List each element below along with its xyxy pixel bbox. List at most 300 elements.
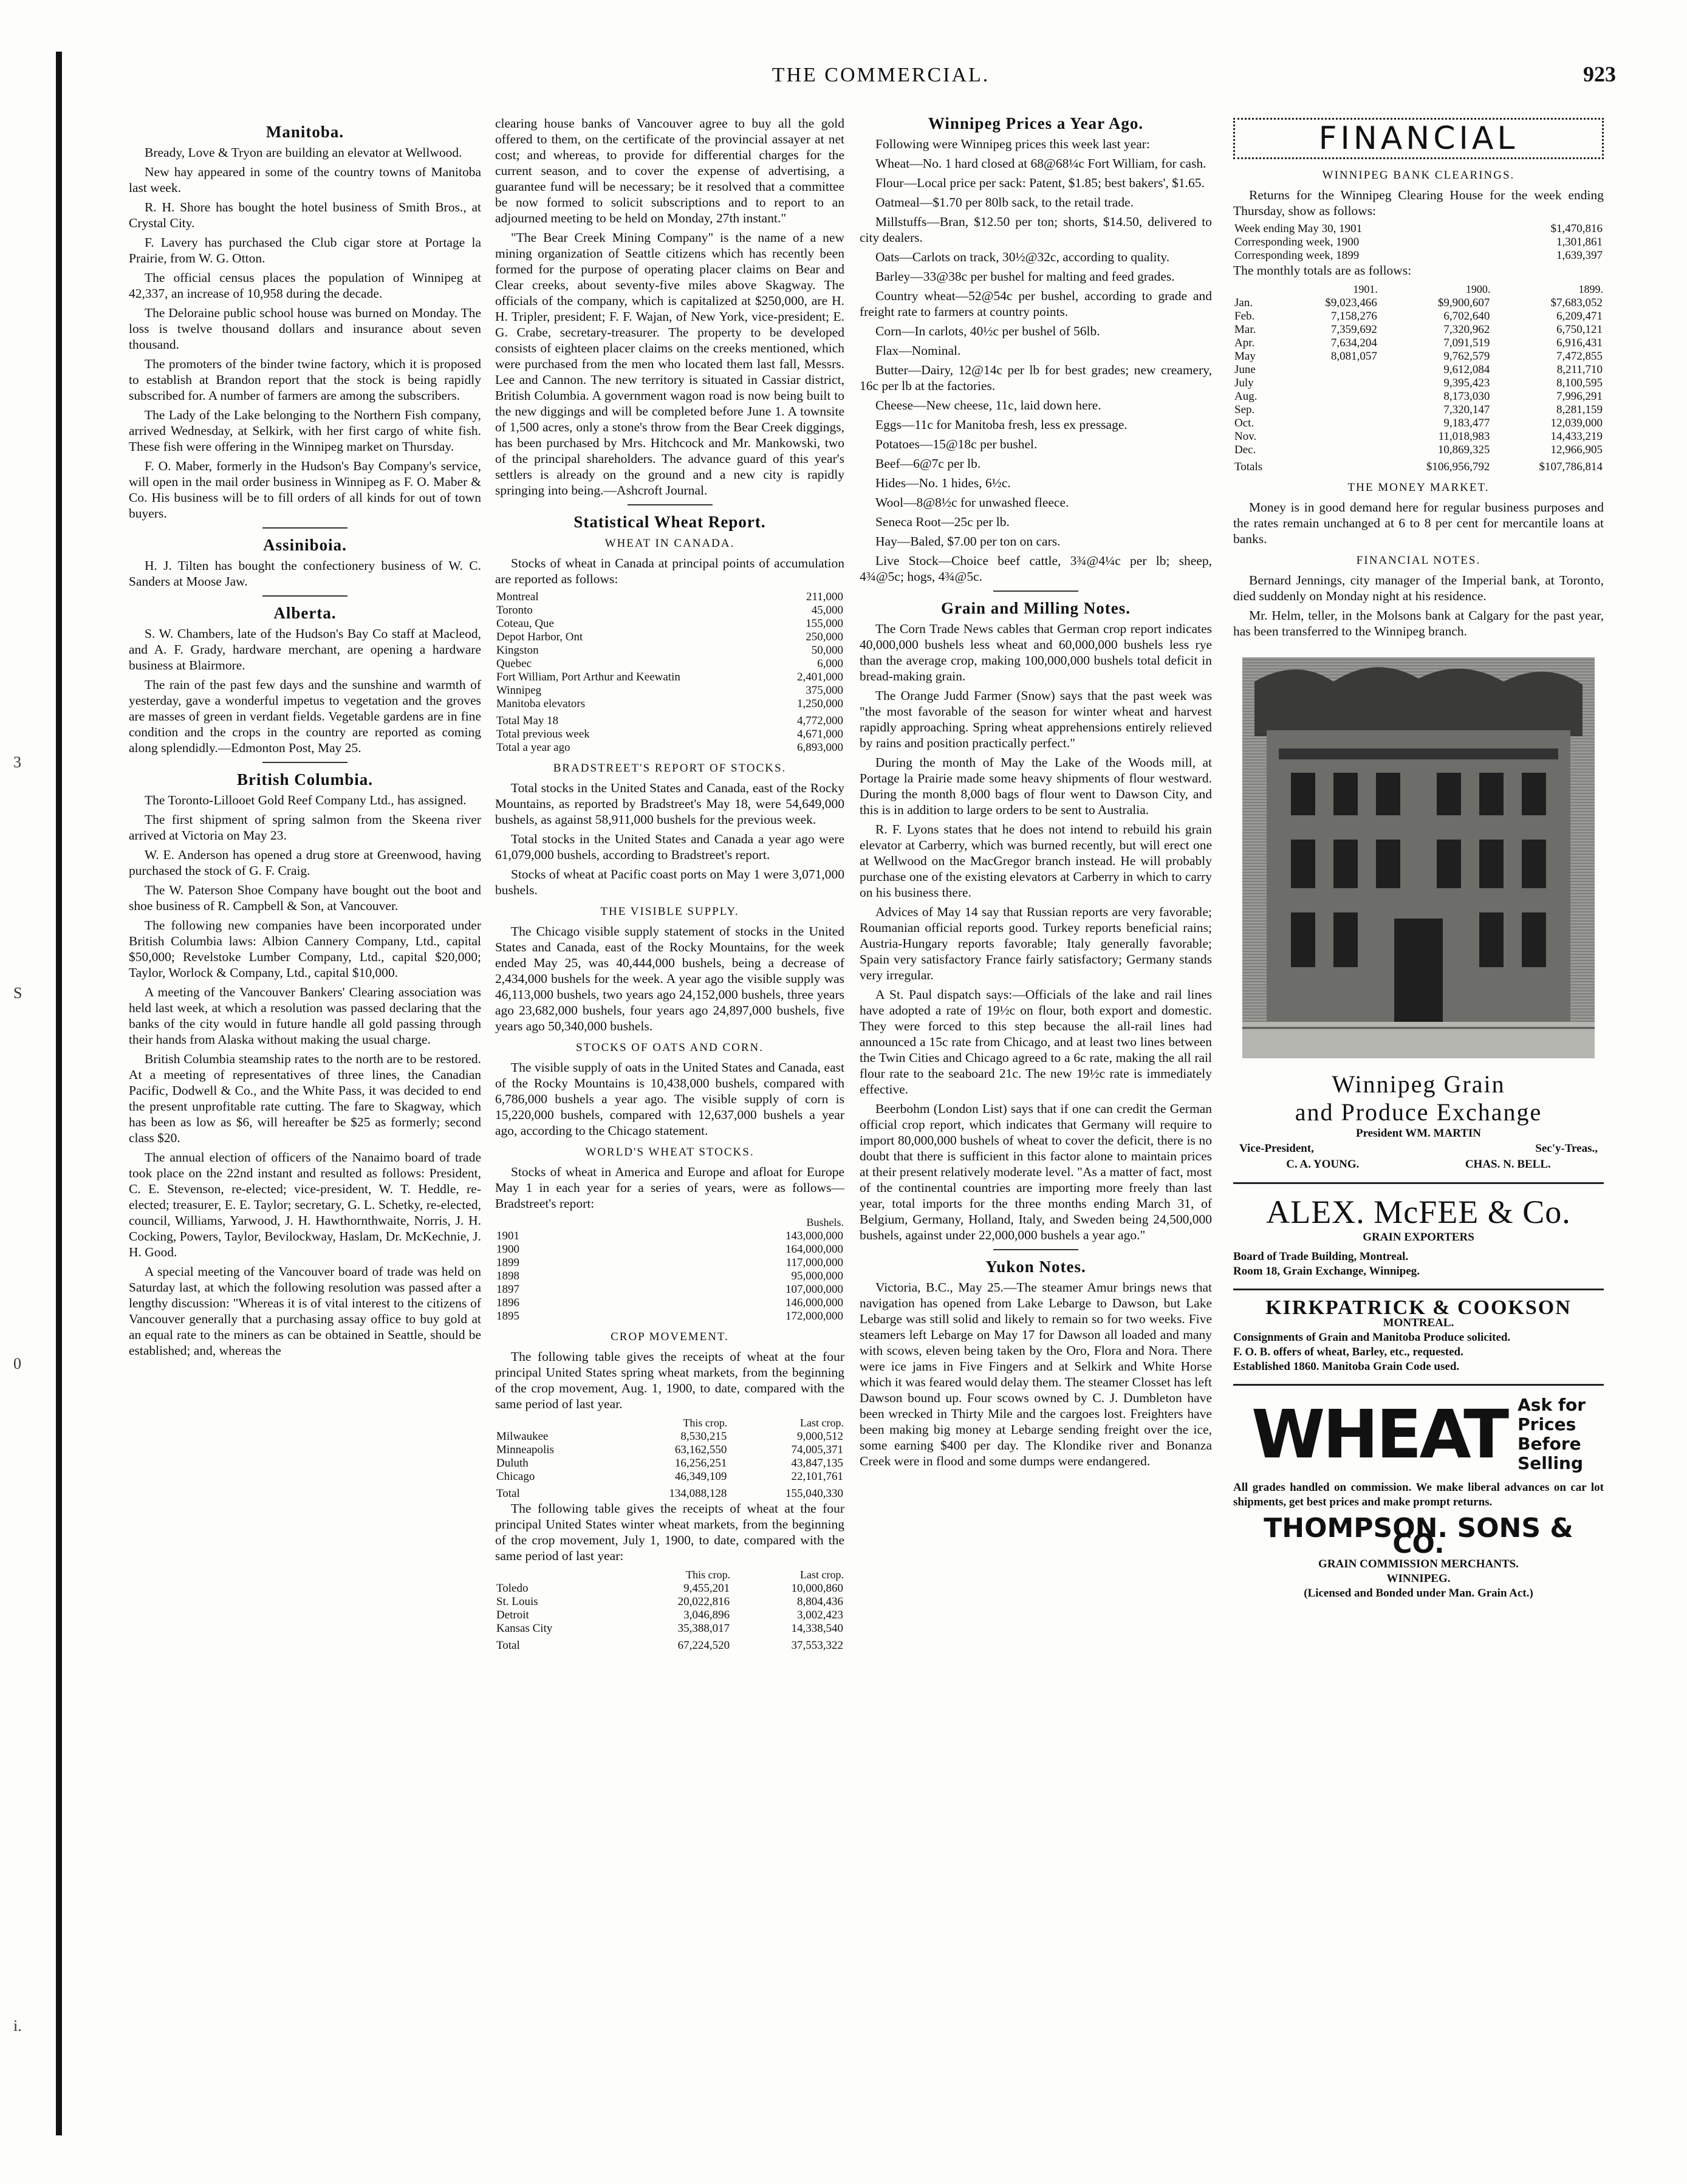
subheading: WORLD'S WHEAT STOCKS. [585, 1146, 755, 1159]
price-item: Wheat—No. 1 hard closed at 68@68¼c Fort William, for cash. [875, 156, 1206, 171]
paragraph: Money is in good demand here for regular business purposes and the rates remain unchanged at 6 to 8 per cent for mercantile loans at banks. [1233, 500, 1604, 546]
table-row [495, 741, 844, 755]
table-cell: 172,000,000 [785, 1310, 843, 1323]
table-row [1233, 296, 1604, 310]
table-cell: Quebec [496, 657, 532, 670]
table-row [495, 1567, 844, 1582]
ad-sec-name: CHAS. N. BELL. [1465, 1158, 1551, 1171]
price-item: Flax—Nominal. [875, 343, 961, 358]
table-cell: Depot Harbor, Ont [496, 631, 583, 643]
column-header: This crop. [683, 1417, 728, 1429]
weekly-clearings-table [1233, 222, 1604, 262]
table-cell: 7,320,962 [1443, 323, 1490, 336]
table-cell: 7,996,291 [1556, 390, 1603, 403]
table-row [495, 697, 844, 711]
paragraph: Total stocks in the United States and Canada a year ago were 61,079,000 bushels, according to Bradstreet's report. [495, 832, 844, 862]
price-item: Corn—In carlots, 40½c per bushel of 56lb. [875, 324, 1100, 338]
section-heading: British Columbia. [236, 770, 374, 789]
table-cell: 8,081,057 [1330, 350, 1377, 363]
ad-note: (Licensed and Bonded under Man. Grain Act.) [1304, 1587, 1533, 1600]
table-row [1233, 236, 1604, 249]
table-cell: St. Louis [496, 1595, 538, 1608]
table-cell: Montreal [496, 591, 539, 603]
table-cell: 8,173,030 [1443, 390, 1490, 403]
table-row [495, 711, 844, 728]
news-item: clearing house banks of Vancouver agree to buy all the gold offered to them, on the certificate of the provincial assayer at net cost; and whereas, to provide for differential charges for the current season, and to cover the expense of advertising, a guarantee fund will be necessary; be it resolved that a committee be now formed to solicit subscriptions and to report to an adjourned meeting to be held on Monday, 27th instant." [495, 116, 844, 225]
table-row [495, 1443, 844, 1457]
table-cell [495, 1415, 612, 1430]
table-row [1233, 377, 1604, 390]
ad-subtitle: GRAIN EXPORTERS [1363, 1231, 1474, 1244]
table-cell: 107,000,000 [785, 1283, 843, 1296]
table-row [495, 1470, 844, 1484]
paragraph: The following table gives the receipts of wheat at the four principal United States spring wheat markets, from the beginning of the crop movement, Aug. 1, 1900, to date, compared with the same period of last year. [495, 1349, 844, 1411]
news-item: F. Lavery has purchased the Club cigar store at Portage la Prairie, from W. G. Otton. [129, 235, 481, 265]
ad-city: MONTREAL. [1383, 1316, 1454, 1329]
table-cell: Manitoba elevators [496, 697, 586, 710]
ad-city: WINNIPEG. [1386, 1572, 1451, 1585]
table-cell: 50,000 [811, 644, 843, 657]
news-item: Bready, Love & Tryon are building an elevator at Wellwood. [145, 145, 462, 160]
subheading: FINANCIAL NOTES. [1356, 554, 1481, 567]
price-item: Butter—Dairy, 12@14c per lb for best grades; new creamery, 16c per lb at the factories. [860, 363, 1212, 393]
table-cell: 14,338,540 [791, 1622, 843, 1635]
table-cell: $9,023,466 [1325, 296, 1377, 309]
winter-wheat-receipts-table [495, 1567, 844, 1652]
ad-title: Winnipeg Grain [1332, 1070, 1505, 1098]
table-cell: 4,772,000 [797, 714, 843, 727]
table-cell: 20,022,816 [677, 1595, 730, 1608]
table-row [495, 1595, 844, 1609]
table-row [495, 1430, 844, 1443]
table-cell: 8,804,436 [797, 1595, 843, 1608]
table-cell: 9,762,579 [1443, 350, 1490, 363]
table-cell: 134,088,128 [669, 1487, 727, 1500]
table-cell: Total previous week [496, 728, 590, 741]
table-cell: 7,320,147 [1443, 403, 1490, 416]
column-3 [860, 115, 1212, 1473]
table-cell: 14,433,219 [1550, 430, 1603, 443]
table-cell: Oct. [1234, 417, 1254, 430]
section-heading: Grain and Milling Notes. [940, 599, 1131, 617]
table-cell: 4,671,000 [797, 728, 843, 741]
paragraph: Returns for the Winnipeg Clearing House for the week ending Thursday, show as follows: [1233, 188, 1604, 218]
subheading: THE VISIBLE SUPPLY. [600, 905, 739, 918]
column-1 [129, 115, 481, 1362]
table-cell: 143,000,000 [785, 1230, 843, 1242]
table-cell: 10,869,325 [1437, 443, 1490, 456]
table-cell: Nov. [1234, 430, 1257, 443]
ad-title: ALEX. McFEE & Co. [1266, 1194, 1571, 1230]
news-item: Victoria, B.C., May 25.—The steamer Amur brings news that navigation has opened from Lake Lebarge to Dawson, but Lake Lebarge was still solid and likely to remain so for two weeks. Five steamers left Lebarge on May 17 for Dawson all loaded and many with scows, eleven being taken by the Oro, Flora and Nora. There were ice jams in Five Fingers and at Selkirk and White Horse which it was feared would delay them. The steamer Closset has left Dawson bound up. Four scows owned by C. J. Dumbleton have been wrecked in Thirty Mile and the cargoes lost. Freighters have been making big money at Lebarge sending freight over the ice, some earning $400 per day. The Klondike river and Bonanza Creek were in flood and some dumps were endangered. [860, 1280, 1212, 1468]
table-cell: Duluth [496, 1457, 529, 1470]
price-item: Hay—Baled, $7.00 per ton on cars. [875, 534, 1061, 549]
table-cell: Minneapolis [496, 1443, 554, 1456]
table-cell [495, 1215, 599, 1230]
kirkpatrick-ad [1233, 1296, 1604, 1374]
table-cell: 12,966,905 [1550, 443, 1603, 456]
page-number: 923 [1583, 62, 1616, 86]
paragraph: Stocks of wheat at Pacific coast ports on May 1 were 3,071,000 bushels. [495, 867, 844, 897]
news-item: R. F. Lyons states that he does not intend to rebuild his grain elevator at Carberry, which was burned recently, but will erect one at Wellwood on the MacGregor branch instead. He will probably purchase one of the existing elevators at Carberry in which to carry on his business there. [860, 822, 1212, 900]
table-cell: $1,470,816 [1550, 222, 1603, 235]
table-cell: 67,224,520 [677, 1639, 730, 1652]
table-cell: 117,000,000 [785, 1256, 843, 1269]
news-item: R. H. Shore has bought the hotel business of Smith Bros., at Crystal City. [129, 200, 481, 230]
table-row [495, 1457, 844, 1470]
margin-mark: S [13, 984, 22, 1002]
table-cell: 6,000 [817, 657, 843, 670]
section-divider [262, 762, 347, 763]
table-cell: 9,455,201 [683, 1582, 730, 1595]
paragraph: The following table gives the receipts of wheat at the four principal United States winter wheat markets, from the beginning of the crop movement, July 1, 1900, to date, compared with the same period of last year: [495, 1501, 844, 1563]
table-cell: 8,211,710 [1556, 363, 1603, 376]
ad-title: and Produce Exchange [1295, 1098, 1542, 1126]
ad-president: President WM. MARTIN [1355, 1127, 1482, 1140]
table-cell: 46,349,109 [674, 1470, 727, 1483]
news-item: The Toronto-Lillooet Gold Reef Company Ltd., has assigned. [145, 793, 467, 807]
subheading: WHEAT IN CANADA. [604, 537, 735, 550]
table-cell: 250,000 [806, 631, 843, 643]
table-cell: 43,847,135 [791, 1457, 843, 1470]
news-item: The following new companies have been incorporated under British Columbia laws: Albion Cannery Company, Ltd., capital $50,000; Revelstoke Lumber Company, Ltd., capital $20,000; Taylor, Worlock & Company, Ltd., capital $10,000. [129, 918, 481, 980]
table-cell: July [1234, 377, 1254, 389]
table-row [495, 1243, 844, 1256]
table-cell: 3,046,896 [683, 1609, 730, 1621]
table-cell [1285, 443, 1378, 457]
table-row [495, 604, 844, 617]
table-cell: 164,000,000 [785, 1243, 843, 1256]
margin-mark: i. [13, 2017, 22, 2035]
table-cell: 95,000,000 [791, 1270, 843, 1282]
table-row [1233, 222, 1604, 236]
table-row [1233, 430, 1604, 443]
news-item: S. W. Chambers, late of the Hudson's Bay Co staff at Macleod, and A. F. Grady, hardware merchant, are opening a hardware business at Blairmore. [129, 626, 481, 673]
paragraph: Stocks of wheat in America and Europe and afloat for Europe May 1 in each year for a series of years, were as follows—Bradstreet's report: [495, 1165, 844, 1211]
table-row [495, 1635, 844, 1652]
section-divider [628, 504, 713, 505]
table-cell: 8,100,595 [1556, 377, 1603, 389]
table-cell: 9,000,512 [797, 1430, 843, 1443]
table-row [495, 1283, 844, 1296]
price-item: Oatmeal—$1.70 per 80lb sack, to the retail trade. [875, 195, 1134, 210]
table-row [495, 644, 844, 657]
table-cell: 9,612,084 [1443, 363, 1490, 376]
table-cell: 11,018,983 [1438, 430, 1490, 443]
table-cell: 16,256,251 [674, 1457, 727, 1470]
price-item: Millstuffs—Bran, $12.50 per ton; shorts, $14.50, delivered to city dealers. [860, 214, 1212, 245]
table-cell: 1898 [496, 1270, 519, 1282]
table-cell [1233, 282, 1285, 296]
table-cell: Mar. [1234, 323, 1256, 336]
news-item: A meeting of the Vancouver Bankers' Clearing association was held last week, at which a resolution was passed declaring that the banks of the city would in future handle all gold passing through their hands from Alaska without making the usual charge. [129, 985, 481, 1047]
table-cell [495, 1567, 617, 1582]
table-cell: Detroit [496, 1609, 529, 1621]
table-cell: 6,750,121 [1556, 323, 1603, 336]
table-row [495, 1622, 844, 1635]
column-header: 1901. [1353, 283, 1378, 295]
column-header: Last crop. [800, 1569, 844, 1581]
table-cell: Total a year ago [496, 741, 570, 754]
column-2 [495, 115, 844, 1652]
table-cell: Week ending May 30, 1901 [1234, 222, 1363, 235]
section-heading: Manitoba. [265, 123, 344, 141]
table-cell: 1,301,861 [1556, 236, 1603, 248]
table-cell: Corresponding week, 1900 [1234, 236, 1360, 248]
paragraph: Mr. Helm, teller, in the Molsons bank at Calgary for the past year, has been transferred to the Winnipeg branch. [1233, 608, 1604, 638]
table-cell: 7,634,204 [1330, 337, 1377, 349]
building-illustration [1242, 657, 1595, 1058]
table-cell: 1899 [496, 1256, 519, 1269]
table-cell: Chicago [496, 1470, 535, 1483]
column-header: 1899. [1578, 283, 1603, 295]
table-row [1233, 323, 1604, 337]
table-row [495, 671, 844, 684]
table-cell: 7,158,276 [1330, 310, 1377, 323]
table-cell: Corresponding week, 1899 [1234, 249, 1360, 262]
ad-divider [1233, 1289, 1604, 1290]
ad-line: F. O. B. offers of wheat, Barley, etc., requested. [1233, 1346, 1463, 1358]
table-cell: 6,916,431 [1556, 337, 1603, 349]
wheat-wordmark: WHEAT [1251, 1395, 1507, 1473]
table-row [495, 1296, 844, 1310]
column-header: Last crop. [800, 1417, 844, 1429]
table-cell: 8,281,159 [1556, 403, 1603, 416]
table-cell: 22,101,761 [791, 1470, 843, 1483]
news-item: A St. Paul dispatch says:—Officials of the lake and rail lines have adopted a rate of 19½c on flour, both export and domestic. They were forced to this step because the all-rail lines had announced a 15c rate from Chicago, and at least two lines between the Twin Cities and Chicago agreed to a 6c rate, making the all rail flour rate to the seaboard 21c. The new 19½c rate is immediately effective. [860, 987, 1212, 1097]
ad-divider [1233, 1384, 1604, 1386]
ad-title: THOMPSON. SONS & CO. [1264, 1513, 1573, 1559]
table-cell: 1900 [496, 1243, 519, 1256]
table-cell: Feb. [1234, 310, 1255, 323]
news-item: The Deloraine public school house was burned on Monday. The loss is twelve thousand dollars and insurance about seven thousand. [129, 306, 481, 352]
table-cell: 2,401,000 [797, 671, 843, 683]
section-heading: Alberta. [273, 604, 337, 622]
section-divider [262, 527, 347, 529]
paragraph: Total stocks in the United States and Canada, east of the Rocky Mountains, as reported by Bradstreet's May 18, were 54,649,000 bushels, as against 58,911,000 bushels for the previous week. [495, 781, 844, 827]
table-cell: 146,000,000 [785, 1296, 843, 1309]
table-cell: Fort William, Port Arthur and Keewatin [496, 671, 680, 683]
table-cell: 1,250,000 [797, 697, 843, 710]
margin-mark: 3 [13, 753, 21, 771]
section-heading: Statistical Wheat Report. [573, 513, 766, 531]
table-row [1233, 282, 1604, 296]
paragraph: Stocks of wheat in Canada at principal points of accumulation are reported as follows: [495, 556, 844, 586]
news-item: The first shipment of spring salmon from the Skeena river arrived at Victoria on May 23. [129, 812, 481, 843]
news-item: H. J. Tilten has bought the confectionery business of W. C. Sanders at Moose Jaw. [129, 558, 481, 589]
news-item: New hay appeared in some of the country towns of Manitoba last week. [129, 165, 481, 195]
news-item: A special meeting of the Vancouver board of trade was held on Saturday last, at which the following resolution was passed after a lengthy discussion: "Whereas it is of vital interest to the citizens of Vancouver generally that a purchasing assay office to buy gold at an equal rate to the miners as can be obtained in Seattle, should be established; and, whereas the [129, 1264, 481, 1358]
table-cell: Toledo [496, 1582, 529, 1595]
table-cell: $9,900,607 [1437, 296, 1490, 309]
news-item: The Corn Trade News cables that German crop report indicates 40,000,000 bushels less wheat and 60,000,000 bushels less rye than the average crop, making 100,000,000 bushels total deficit in bread-making grain. [860, 621, 1212, 683]
news-item: During the month of May the Lake of the Woods mill, at Portage la Prairie made some heavy shipments of flour westward. During the month 8,000 bags of flour went to Dawson City, and this is in addition to large orders to be sent to Australia. [860, 755, 1212, 817]
column-header: 1900. [1465, 283, 1491, 295]
table-cell [1285, 377, 1378, 390]
table-cell: 1,639,397 [1556, 249, 1603, 262]
table-row [495, 617, 844, 631]
news-item: "The Bear Creek Mining Company" is the name of a new mining organization of Seattle citizens which has recently been formed for the purpose of operating placer claims on Bear and Clear creeks, about seventy-five miles above Skagway. The officials of the company, which is capitalized at $250,000, are H. H. Tripler, president; F. F. Wajan, of New York, vice-president; E. G. Crabe, secretary-treasurer. The property to be developed consists of eighteen placer claims on the creeks mentioned, which were purchased from the men who located them last fall, Messrs. Lee and Cannon. The new territory is situated in Cassiar district, British Columbia. A government wagon road is now being built to the new diggings and will be completed before June 1. A townsite of 1,500 acres, only a stone's throw from the Bear Creek diggings, has been purchased by Mrs. Hitchcock and Mr. Mankowski, two of the principal shareholders. The advance guard of this year's settlers is already on the ground and a new city is rapidly springing into being.—Ashcroft Journal. [495, 230, 844, 498]
table-cell: 10,000,860 [791, 1582, 843, 1595]
price-item: Cheese—New cheese, 11c, laid down here. [875, 398, 1101, 412]
section-heading: Assiniboia. [263, 536, 347, 554]
table-row [495, 1310, 844, 1323]
table-cell: 7,472,855 [1556, 350, 1603, 363]
table-cell: 1895 [496, 1310, 519, 1323]
price-item: Eggs—11c for Manitoba fresh, less ex pressage. [875, 417, 1128, 432]
table-row [495, 1609, 844, 1622]
table-row [495, 1230, 844, 1243]
grain-exchange-building-engraving [1242, 657, 1595, 1058]
table-row [495, 728, 844, 741]
section-divider [262, 595, 347, 597]
news-item: The W. Paterson Shoe Company have bought out the boot and shoe business of R. Campbell & Son, at Vancouver. [129, 883, 481, 913]
subheading: BRADSTREET'S REPORT OF STOCKS. [553, 762, 787, 775]
ad-divider [1233, 1182, 1604, 1184]
table-cell: 1896 [496, 1296, 519, 1309]
table-cell: Total [496, 1639, 520, 1652]
world-stocks-table [495, 1215, 844, 1323]
financial-banner: FINANCIAL [1233, 118, 1604, 159]
news-item: The Orange Judd Farmer (Snow) says that the past week was "the most favorable of the season for winter wheat and harvest rapidly approaching. Spring wheat apprehensions entirely relieved by rains and position practically perfect." [860, 688, 1212, 750]
table-cell: Kingston [496, 644, 539, 657]
section-divider [993, 1249, 1078, 1250]
table-cell [1285, 390, 1378, 403]
ad-side-text: Selling [1518, 1453, 1584, 1473]
price-item: Flour—Local price per sack: Patent, $1.85; best bakers', $1.65. [875, 176, 1205, 190]
table-cell: 12,039,000 [1550, 417, 1603, 430]
news-item: The official census places the population of Winnipeg at 42,337, an increase of 10,958 during the decade. [129, 270, 481, 301]
table-cell: 45,000 [811, 604, 843, 617]
news-item: The Lady of the Lake belonging to the Northern Fish company, arrived Wednesday, at Selkirk, with her first cargo of white fish. These fish were offering in the Winnipeg market on Thursday. [129, 408, 481, 454]
table-cell: 8,530,215 [680, 1430, 727, 1443]
table-cell: 7,091,519 [1443, 337, 1490, 349]
column-4 [1233, 115, 1604, 1607]
table-cell: 9,183,477 [1443, 417, 1490, 430]
price-item: Wool—8@8½c for unwashed fleece. [875, 495, 1069, 510]
section-divider [993, 591, 1078, 592]
page-header [121, 58, 1640, 100]
column-header: Bushels. [806, 1216, 844, 1228]
table-cell: 155,040,330 [785, 1487, 843, 1500]
news-item: F. O. Maber, formerly in the Hudson's Bay Company's service, will open in the mail order business in Winnipeg as F. O. Maber & Co. His business will be to fill orders of all kinds for out of town buyers. [129, 459, 481, 521]
ad-vp-name: C. A. YOUNG. [1286, 1158, 1360, 1171]
ad-line: Consignments of Grain and Manitoba Produce solicited. [1233, 1331, 1511, 1344]
table-cell: Kansas City [496, 1622, 553, 1635]
ad-line: Board of Trade Building, Montreal. [1233, 1250, 1409, 1263]
table-cell: 9,395,423 [1443, 377, 1490, 389]
table-row [495, 1582, 844, 1595]
table-row [1233, 417, 1604, 430]
subheading: CROP MOVEMENT. [611, 1330, 729, 1343]
table-row [1233, 443, 1604, 457]
table-cell: Coteau, Que [496, 617, 554, 630]
paragraph: The monthly totals are as follows: [1233, 263, 1412, 278]
news-item: Beerbohm (London List) says that if one can credit the German official crop report, which indicates that Germany will require to import 80,000,000 bushels of wheat to cover the deficit, there is no doubt that there is sufficient in this factor alone to maintain prices at their present relatively moderate level. "As a matter of fact, most of the continental countries are importing more freely than last year, total imports for the three months ending March 31, of Belgium, Germany, Holland, Italy, and Sweden being 24,500,000 bushels, against under 22,000,000 bushels a year ago." [860, 1101, 1212, 1242]
ad-title: KIRKPATRICK & COOKSON [1265, 1296, 1572, 1319]
ad-side-text: Prices [1518, 1414, 1576, 1434]
left-margin-rule [56, 52, 62, 2135]
table-cell [1285, 457, 1378, 474]
table-row [495, 1256, 844, 1270]
table-row [1233, 337, 1604, 350]
subheading: STOCKS OF OATS AND CORN. [576, 1041, 764, 1054]
table-row [495, 657, 844, 671]
table-cell: Jan. [1234, 296, 1253, 309]
news-item: Advices of May 14 say that Russian reports are very favorable; Roumanian official reports good. Turkey reports beneficial rains; Austria-Hungary reports favorable; Italy generally favorable; Spain very satisfactory France fairly satisfactory; Germany stands very irregular. [860, 905, 1212, 982]
table-cell: Winnipeg [496, 684, 542, 697]
table-row [1233, 457, 1604, 474]
table-cell: May [1234, 350, 1256, 363]
table-row [1233, 350, 1604, 363]
price-item: Following were Winnipeg prices this week last year: [875, 137, 1150, 151]
table-row [495, 1415, 844, 1430]
table-cell: Milwaukee [496, 1430, 549, 1443]
table-cell: 375,000 [806, 684, 843, 697]
masthead-title: THE COMMERCIAL. [772, 64, 990, 86]
table-cell: 211,000 [806, 591, 843, 603]
table-row [1233, 403, 1604, 417]
table-cell: 1897 [496, 1283, 519, 1296]
table-cell: Sep. [1234, 403, 1255, 416]
margin-mark: 0 [13, 1355, 21, 1372]
table-cell [1285, 363, 1378, 377]
thompson-ad [1233, 1395, 1604, 1601]
table-cell: $107,786,814 [1539, 460, 1603, 473]
table-cell: Total [496, 1487, 520, 1500]
table-cell: Totals [1234, 460, 1263, 473]
table-row [1233, 310, 1604, 323]
news-item: British Columbia steamship rates to the north are to be restored. At a meeting of representatives of three lines, the Canadian Pacific, Dodwell & Co., and the White Pass, it was decided to end the present unprofitable rate cutting. The fare to Skagway, which has been as low as $6, will hereafter be $25 as formerly; second class $20. [129, 1052, 481, 1145]
table-cell: Total May 18 [496, 714, 559, 727]
ad-subtitle: GRAIN COMMISSION MERCHANTS. [1318, 1558, 1519, 1570]
subheading: THE MONEY MARKET. [1347, 481, 1490, 494]
table-row [495, 1270, 844, 1283]
news-item: The promoters of the binder twine factory, which it is proposed to establish at Brandon report that the stock is being rapidly subscribed for. A number of farmers are among the subscribers. [129, 357, 481, 403]
subheading: WINNIPEG BANK CLEARINGS. [1322, 169, 1515, 182]
canada-stocks-table [495, 591, 844, 755]
section-heading: Yukon Notes. [985, 1258, 1086, 1276]
ad-line: Established 1860. Manitoba Grain Code used. [1233, 1360, 1460, 1373]
table-row [1233, 363, 1604, 377]
table-row [495, 1215, 844, 1230]
table-cell: Dec. [1234, 443, 1256, 456]
table-cell: $7,683,052 [1550, 296, 1603, 309]
table-cell: 3,002,423 [797, 1609, 843, 1621]
news-item: The rain of the past few days and the sunshine and warmth of yesterday, gave a wonderful impetus to vegetation and the groves are masses of green in verdant fields. Vegetable gardens are in fine condition and the crops in the country are reported as coming along splendidly.—Edmonton Post, May 25. [129, 677, 481, 755]
table-cell [1285, 403, 1378, 417]
table-cell: 37,553,322 [791, 1639, 843, 1652]
price-item: Beef—6@7c per lb. [875, 456, 981, 471]
table-row [495, 631, 844, 644]
monthly-clearings-table [1233, 282, 1604, 474]
table-cell [1285, 430, 1378, 443]
table-row [495, 1484, 844, 1501]
column-header: This crop. [686, 1569, 731, 1581]
table-cell: June [1234, 363, 1256, 376]
ad-text: All grades handled on commission. We make liberal advances on car lot shipments, get best prices and make prompt returns. [1233, 1481, 1604, 1508]
ad-side-text: Ask for [1518, 1395, 1586, 1415]
table-row [495, 591, 844, 604]
price-item: Seneca Root—25c per lb. [875, 515, 1010, 529]
ad-vp-label: Vice-President, [1239, 1142, 1314, 1155]
price-item: Country wheat—52@54c per bushel, according to grade and freight rate to farmers at country points. [860, 289, 1212, 319]
ad-side-text: Before [1518, 1434, 1581, 1454]
table-cell: 35,388,017 [677, 1622, 730, 1635]
table-cell: Aug. [1234, 390, 1258, 403]
table-cell: 63,162,550 [674, 1443, 727, 1456]
section-heading: Winnipeg Prices a Year Ago. [928, 114, 1144, 132]
